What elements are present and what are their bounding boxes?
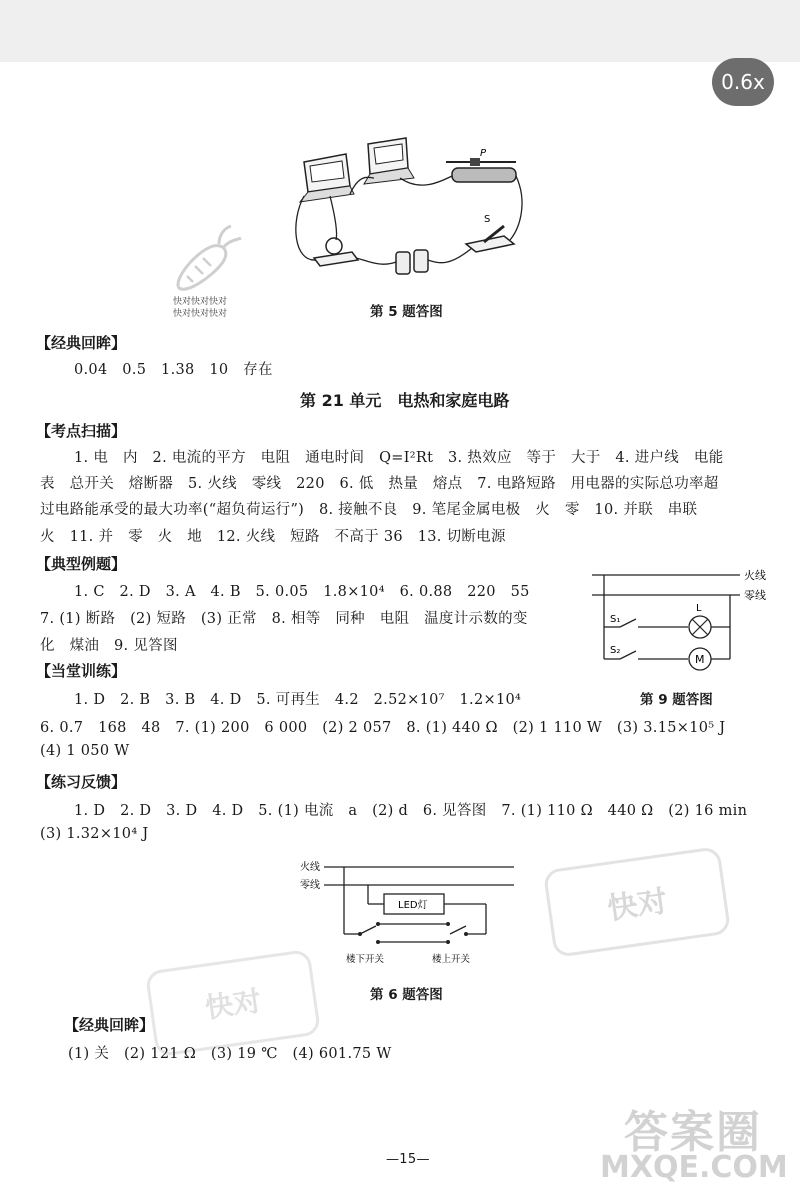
switch-label: S [484, 214, 491, 225]
figure-5-circuit [290, 132, 530, 290]
scan-line-2: 表 总开关 熔断器 5. 火线 零线 220 6. 低 热量 熔点 7. 电路短路 用电器的实际总功率超 [40, 476, 719, 492]
figure-6-caption: 第 6 题答图 [370, 987, 443, 1003]
watermark-text-1: 快对快对快对 [173, 297, 228, 307]
fig9-motor-label: M [695, 653, 705, 666]
fig6-neutral-label: 零线 [300, 880, 320, 891]
watermark-logo-text-2: 快对 [203, 984, 264, 1025]
scan-line-1: 1. 电 内 2. 电流的平方 电阻 通电时间 Q=I²Rt 3. 热效应 等于 大于 4. 进户线 电能 [74, 450, 724, 466]
section-header-class: 【当堂训练】 [36, 662, 127, 680]
fig6-live-label: 火线 [300, 862, 320, 873]
scan-line-4: 火 11. 并 零 火 地 12. 火线 短路 不高于 36 13. 切断电源 [40, 529, 506, 545]
zoom-level-badge[interactable]: 0.6x [712, 58, 774, 106]
example-line-3: 化 煤油 9. 见答图 [40, 638, 178, 654]
section-header-review-2: 【经典回眸】 [64, 1016, 155, 1034]
figure-9-circuit [590, 565, 785, 675]
scan-line-3: 过电路能承受的最大功率(“超负荷运行”) 8. 接触不良 9. 笔尾金属电极 火 零 10. 并联 串联 [40, 502, 698, 518]
class-line-2: 6. 0.7 168 48 7. (1) 200 6 000 (2) 2 057 8. (1) 440 Ω (2) 1 110 W (3) 3.15×10⁵ J [40, 720, 726, 736]
fig6-led-label: LED灯 [398, 900, 428, 911]
example-line-2: 7. (1) 断路 (2) 短路 (3) 正常 8. 相等 同种 电阻 温度计示数的变 [40, 611, 528, 627]
class-line-1: 1. D 2. B 3. B 4. D 5. 可再生 4.2 2.52×10⁷ 1.2×10⁴ [74, 692, 522, 708]
watermark-carrot-icon [165, 222, 245, 302]
fig9-neutral-label: 零线 [744, 589, 766, 602]
figure-9-caption: 第 9 题答图 [640, 692, 713, 708]
practice-line-1: 1. D 2. D 3. D 4. D 5. (1) 电流 a (2) d 6. 见答图 7. (1) 110 Ω 440 Ω (2) 16 min [74, 803, 748, 819]
section-header-practice: 【练习反馈】 [36, 773, 127, 791]
fig9-lamp-label: L [696, 603, 702, 614]
review-2-answers: (1) 关 (2) 121 Ω (3) 19 ℃ (4) 601.75 W [68, 1046, 392, 1062]
section-header-example: 【典型例题】 [36, 555, 127, 573]
fig6-down-switch-label: 楼下开关 [346, 954, 385, 965]
rheostat-label: P [480, 148, 487, 159]
site-watermark-cn: 答案圈 [624, 1107, 762, 1158]
watermark-logo-text: 快对 [605, 883, 670, 927]
class-line-3: (4) 1 050 W [40, 743, 130, 759]
figure-5-caption: 第 5 题答图 [370, 304, 443, 320]
site-watermark-url: MXQE.COM [600, 1150, 788, 1185]
fig9-s2-label: S₂ [610, 645, 621, 656]
viewer-top-bar [0, 0, 800, 62]
section-header-scan: 【考点扫描】 [36, 422, 127, 440]
fig6-up-switch-label: 楼上开关 [432, 954, 471, 965]
review-1-answers: 0.04 0.5 1.38 10 存在 [74, 362, 273, 378]
section-header-review-1: 【经典回眸】 [36, 334, 127, 352]
example-line-1: 1. C 2. D 3. A 4. B 5. 0.05 1.8×10⁴ 6. 0.88 220 55 [74, 584, 530, 600]
practice-line-2: (3) 1.32×10⁴ J [40, 826, 149, 842]
unit-title: 第 21 单元 电热和家庭电路 [300, 391, 510, 410]
watermark-text-2: 快对快对快对 [173, 309, 228, 319]
page-number: —15— [386, 1152, 430, 1167]
fig9-s1-label: S₁ [610, 614, 621, 625]
figure-6-circuit [300, 858, 520, 968]
fig9-live-label: 火线 [744, 569, 766, 582]
